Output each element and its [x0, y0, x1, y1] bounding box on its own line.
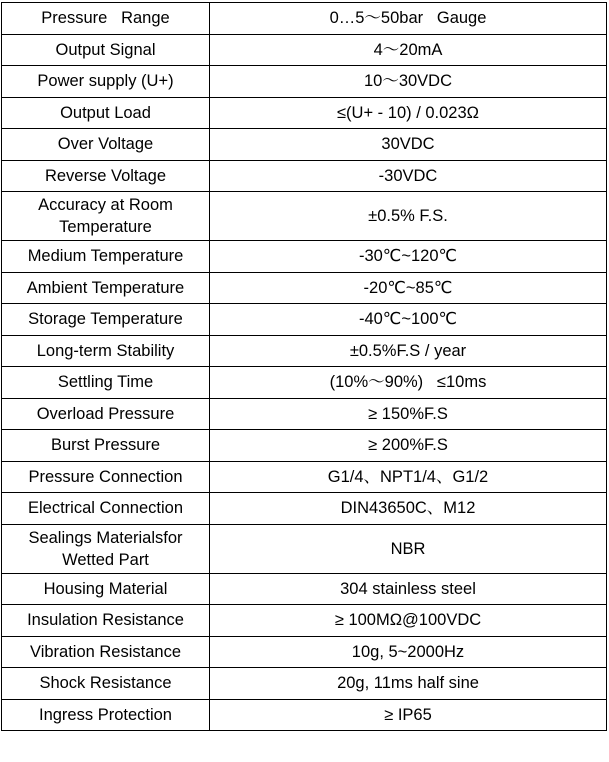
value-cell: G1/4、NPT1/4、G1/2: [210, 461, 607, 493]
parameter-cell: Ambient Temperature: [2, 272, 210, 304]
table-row: [2, 129, 607, 161]
parameter-cell: Settling Time: [2, 367, 210, 399]
value-cell: ±0.5%F.S / year: [210, 335, 607, 367]
table-row: [2, 34, 607, 66]
table-row: [2, 241, 607, 273]
table-row: [2, 367, 607, 399]
value-cell: 10～30VDC: [210, 66, 607, 98]
parameter-cell: Output Signal: [2, 34, 210, 66]
table-row: [2, 66, 607, 98]
spec-table: [1, 2, 607, 731]
value-cell: ≥ IP65: [210, 699, 607, 731]
parameter-cell: Sealings Materialsfor Wetted Part: [2, 524, 210, 573]
value-cell: ≥ 200%F.S: [210, 430, 607, 462]
value-cell: ≥ 150%F.S: [210, 398, 607, 430]
parameter-cell: Output Load: [2, 97, 210, 129]
value-cell: 4～20mA: [210, 34, 607, 66]
parameter-cell: Long-term Stability: [2, 335, 210, 367]
value-cell: 304 stainless steel: [210, 573, 607, 605]
parameter-cell: Pressure Range: [2, 3, 210, 35]
value-cell: 0…5～50bar Gauge: [210, 3, 607, 35]
value-cell: -30VDC: [210, 160, 607, 192]
parameter-cell: Insulation Resistance: [2, 605, 210, 637]
table-row: [2, 430, 607, 462]
table-row: [2, 668, 607, 700]
table-row: [2, 272, 607, 304]
value-cell: (10%～90%) ≤10ms: [210, 367, 607, 399]
parameter-cell: Housing Material: [2, 573, 210, 605]
table-row: [2, 97, 607, 129]
table-row: [2, 493, 607, 525]
table-row: [2, 335, 607, 367]
value-cell: NBR: [210, 524, 607, 573]
table-row: [2, 636, 607, 668]
parameter-cell: Vibration Resistance: [2, 636, 210, 668]
parameter-cell: Overload Pressure: [2, 398, 210, 430]
parameter-cell: Ingress Protection: [2, 699, 210, 731]
parameter-cell: Power supply (U+): [2, 66, 210, 98]
parameter-cell: Burst Pressure: [2, 430, 210, 462]
value-cell: 30VDC: [210, 129, 607, 161]
table-row: [2, 160, 607, 192]
table-row: [2, 573, 607, 605]
table-row: [2, 699, 607, 731]
table-row: [2, 192, 607, 241]
value-cell: ±0.5% F.S.: [210, 192, 607, 241]
table-row: [2, 398, 607, 430]
parameter-cell: Shock Resistance: [2, 668, 210, 700]
value-cell: -20℃~85℃: [210, 272, 607, 304]
table-row: [2, 524, 607, 573]
parameter-cell: Over Voltage: [2, 129, 210, 161]
table-row: [2, 605, 607, 637]
table-row: [2, 3, 607, 35]
table-row: [2, 461, 607, 493]
value-cell: ≥ 100MΩ@100VDC: [210, 605, 607, 637]
value-cell: -30℃~120℃: [210, 241, 607, 273]
parameter-cell: Storage Temperature: [2, 304, 210, 336]
parameter-cell: Electrical Connection: [2, 493, 210, 525]
parameter-cell: Accuracy at Room Temperature: [2, 192, 210, 241]
parameter-cell: Medium Temperature: [2, 241, 210, 273]
value-cell: DIN43650C、M12: [210, 493, 607, 525]
parameter-cell: Reverse Voltage: [2, 160, 210, 192]
parameter-cell: Pressure Connection: [2, 461, 210, 493]
value-cell: ≤(U+ - 10) / 0.023Ω: [210, 97, 607, 129]
value-cell: 20g, 11ms half sine: [210, 668, 607, 700]
value-cell: 10g, 5~2000Hz: [210, 636, 607, 668]
value-cell: -40℃~100℃: [210, 304, 607, 336]
table-row: [2, 304, 607, 336]
